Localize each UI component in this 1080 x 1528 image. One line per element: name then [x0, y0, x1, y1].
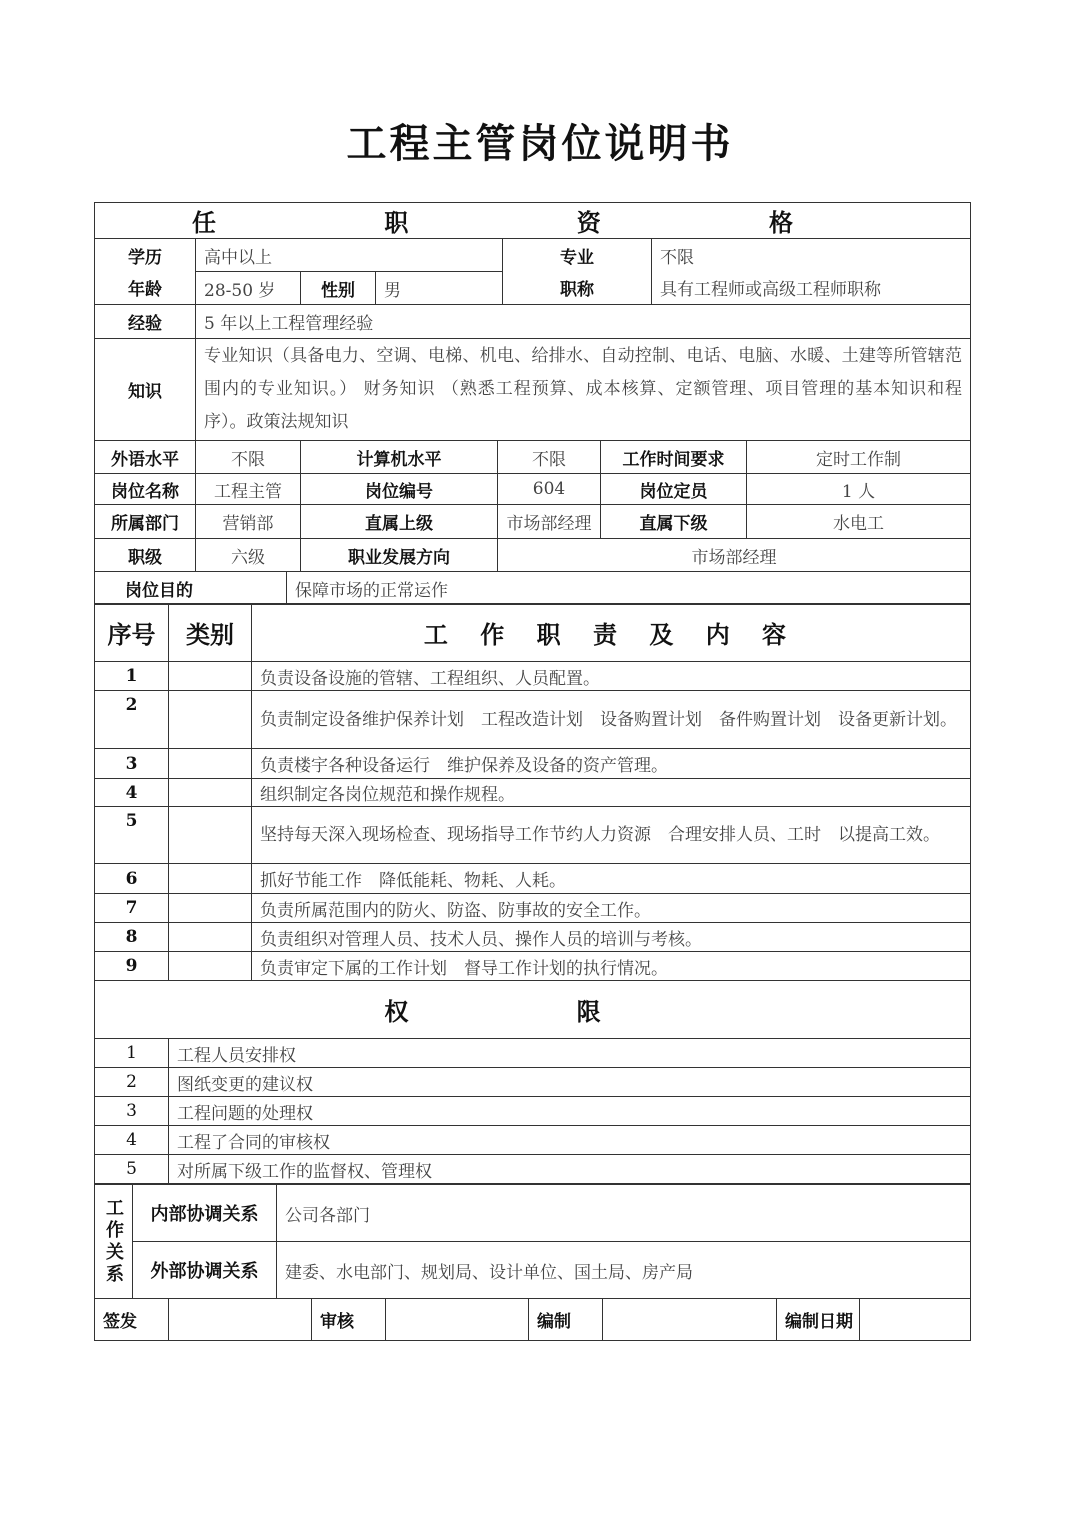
duty-text: 组织制定各岗位规范和操作规程。: [252, 779, 971, 807]
page-title: 工程主管岗位说明书: [346, 120, 734, 167]
duty-no: 3: [95, 749, 169, 779]
duty-no: 1: [95, 662, 169, 691]
relations-label: 工作关系: [95, 1185, 133, 1299]
authority-no: 3: [95, 1097, 169, 1126]
authority-header: 权 限: [95, 981, 971, 1039]
duty-type: [169, 662, 252, 691]
authority-no: 5: [95, 1155, 169, 1184]
position-no-value: 604: [498, 474, 601, 505]
position-name-label: 岗位名称: [95, 474, 196, 505]
headcount-value: 1 人: [747, 474, 971, 505]
knowledge-label: 知识: [95, 339, 196, 441]
authority-text: 工程了合同的审核权: [169, 1126, 971, 1155]
duty-text: 负责制定设备维护保养计划 工程改造计划 设备购置计划 备件购置计划 设备更新计划。: [252, 691, 971, 749]
authority-text: 工程人员安排权: [169, 1039, 971, 1068]
authority-no: 4: [95, 1126, 169, 1155]
duty-no: 8: [95, 923, 169, 952]
rank-title-value: 具有工程师或高级工程师职称: [652, 272, 971, 305]
issue-label: 签发: [95, 1299, 169, 1341]
signoff-table: [94, 1298, 971, 1341]
duty-type: [169, 749, 252, 779]
career-label: 职业发展方向: [301, 539, 498, 572]
duties-col-content: 工 作 职 责 及 内 容: [252, 604, 971, 662]
duty-text: 负责所属范围内的防火、防盗、防事故的安全工作。: [252, 894, 971, 923]
duty-type: [169, 864, 252, 894]
position-name-value: 工程主管: [196, 474, 301, 505]
external-value: 建委、水电部门、规划局、设计单位、国土局、房产局: [277, 1242, 971, 1299]
headcount-label: 岗位定员: [601, 474, 747, 505]
qualifications-header: 任 职 资 格: [95, 203, 971, 239]
duty-type: [169, 691, 252, 749]
language-value: 不限: [196, 441, 301, 474]
qualifications-table: [94, 202, 971, 605]
rank-title-label: 职称: [503, 272, 652, 305]
duty-no: 2: [95, 691, 169, 749]
career-value: 市场部经理: [498, 539, 971, 572]
major-label: 专业: [503, 239, 652, 272]
authority-table: [94, 980, 971, 1184]
duty-text: 坚持每天深入现场检查、现场指导工作节约人力资源 合理安排人员、工时 以提高工效。: [252, 807, 971, 864]
gender-value: 男: [376, 272, 503, 305]
compile-field[interactable]: [603, 1299, 777, 1341]
authority-no: 2: [95, 1068, 169, 1097]
compile-label: 编制: [529, 1299, 603, 1341]
superior-label: 直属上级: [301, 505, 498, 539]
position-no-label: 岗位编号: [301, 474, 498, 505]
duty-type: [169, 807, 252, 864]
department-label: 所属部门: [95, 505, 196, 539]
subordinate-value: 水电工: [747, 505, 971, 539]
duty-no: 6: [95, 864, 169, 894]
duty-type: [169, 923, 252, 952]
duty-type: [169, 894, 252, 923]
duty-no: 5: [95, 807, 169, 864]
worktime-value: 定时工作制: [747, 441, 971, 474]
major-value: 不限: [652, 239, 971, 272]
purpose-value: 保障市场的正常运作: [287, 572, 971, 605]
superior-value: 市场部经理: [498, 505, 601, 539]
education-value: 高中以上: [196, 239, 503, 272]
duty-no: 9: [95, 952, 169, 981]
internal-label: 内部协调关系: [133, 1185, 277, 1242]
review-field[interactable]: [386, 1299, 529, 1341]
duties-table: [94, 603, 971, 981]
experience-value: 5 年以上工程管理经验: [196, 305, 971, 339]
authority-text: 工程问题的处理权: [169, 1097, 971, 1126]
computer-value: 不限: [498, 441, 601, 474]
external-label: 外部协调关系: [133, 1242, 277, 1299]
age-value: 28-50 岁: [196, 272, 301, 305]
date-field[interactable]: [860, 1299, 971, 1341]
duty-text: 抓好节能工作 降低能耗、物耗、人耗。: [252, 864, 971, 894]
duties-col-type: 类别: [169, 604, 252, 662]
subordinate-label: 直属下级: [601, 505, 747, 539]
computer-label: 计算机水平: [301, 441, 498, 474]
knowledge-value: 专业知识（具备电力、空调、电梯、机电、给排水、自动控制、电话、电脑、水暖、土建等所管辖范围内的专业知识。） 财务知识 （熟悉工程预算、成本核算、定额管理、项目管理的基本知识和程序）。政策法规知识: [196, 339, 971, 441]
education-label: 学历: [95, 239, 196, 272]
duty-type: [169, 952, 252, 981]
internal-value: 公司各部门: [277, 1185, 971, 1242]
experience-label: 经验: [95, 305, 196, 339]
duty-text: 负责设备设施的管辖、工程组织、人员配置。: [252, 662, 971, 691]
duty-text: 负责审定下属的工作计划 督导工作计划的执行情况。: [252, 952, 971, 981]
date-label: 编制日期: [777, 1299, 860, 1341]
level-label: 职级: [95, 539, 196, 572]
issue-field[interactable]: [169, 1299, 312, 1341]
authority-text: 图纸变更的建议权: [169, 1068, 971, 1097]
age-label: 年龄: [95, 272, 196, 305]
authority-no: 1: [95, 1039, 169, 1068]
review-label: 审核: [312, 1299, 386, 1341]
authority-text: 对所属下级工作的监督权、管理权: [169, 1155, 971, 1184]
department-value: 营销部: [196, 505, 301, 539]
duty-text: 负责楼宇各种设备运行 维护保养及设备的资产管理。: [252, 749, 971, 779]
purpose-label: 岗位目的: [95, 572, 287, 605]
language-label: 外语水平: [95, 441, 196, 474]
duties-col-no: 序号: [95, 604, 169, 662]
duty-type: [169, 779, 252, 807]
duty-text: 负责组织对管理人员、技术人员、操作人员的培训与考核。: [252, 923, 971, 952]
worktime-label: 工作时间要求: [601, 441, 747, 474]
gender-label: 性别: [301, 272, 376, 305]
duty-no: 7: [95, 894, 169, 923]
duty-no: 4: [95, 779, 169, 807]
relations-table: [94, 1184, 971, 1299]
level-value: 六级: [196, 539, 301, 572]
